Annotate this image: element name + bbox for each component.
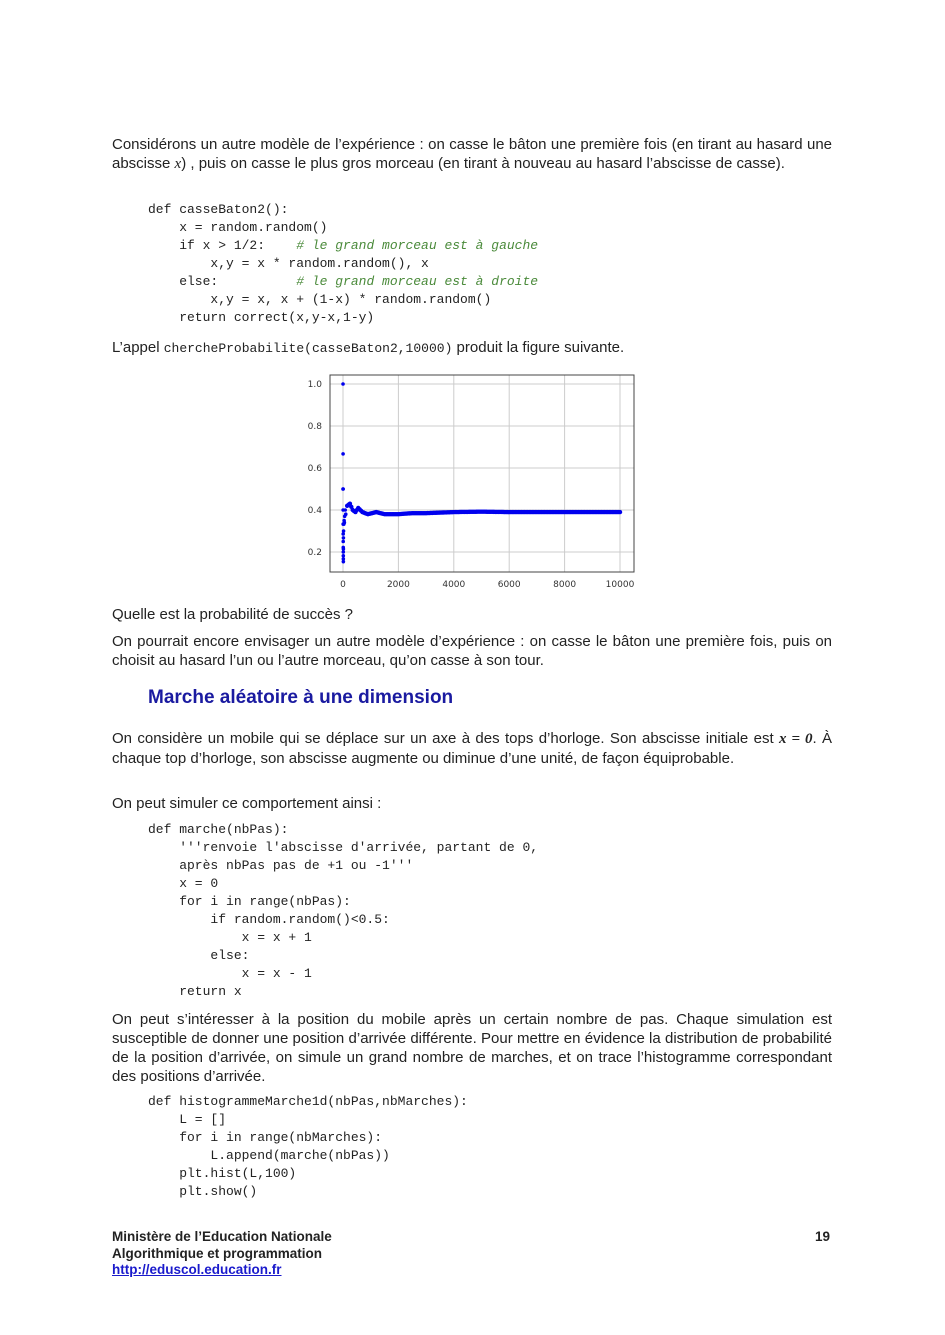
- y-tick-label: 0.2: [307, 548, 322, 558]
- code-line: else:: [148, 948, 250, 963]
- paragraph-simulate: On peut simuler ce comportement ainsi :: [112, 795, 382, 812]
- code-line: L = []: [148, 1112, 227, 1127]
- x-tick-label: 8000: [553, 580, 577, 590]
- code-line: après nbPas pas de +1 ou -1''': [148, 858, 414, 873]
- data-point: [618, 510, 622, 514]
- data-point: [344, 512, 348, 516]
- code-histogramme: [148, 1093, 468, 1201]
- y-tick-label: 0.8: [307, 422, 322, 432]
- code-line: '''renvoie l'abscisse d'arrivée, partant de 0,: [148, 840, 539, 855]
- paragraph-mobile: [112, 729, 832, 768]
- code-comment: # le grand morceau est à gauche: [296, 238, 539, 253]
- call-suffix: produit la figure suivante.: [452, 339, 625, 356]
- data-point: [342, 547, 346, 551]
- code-line: L.append(marche(nbPas)): [148, 1148, 390, 1163]
- paragraph-histogram: On peut s’intéresser à la position du mobile après un certain nombre de pas. Chaque simulation est susceptible de donner une position d’arrivée différente. Pour mettre en évidence la distribution de probabilité de la position d’arrivée, on simule un grand nombre de marches, et on trace l’histogramme correspondant des positions d’arrivée.: [112, 1011, 832, 1085]
- code-line: x = 0: [148, 876, 219, 891]
- code-line: plt.hist(L,100): [148, 1166, 297, 1181]
- intro-text-end: ) , puis on casse le plus gros morceau (en tirant à nouveau au hasard l’abscisse de casse).: [181, 155, 785, 172]
- code-line: x = x + 1: [148, 930, 312, 945]
- intro-text: Considérons un autre modèle de l’expérience : on casse le bâton une première fois (en tirant au hasard une abscisse: [112, 136, 832, 172]
- code-line: def histogrammeMarche1d(nbPas,nbMarches):: [148, 1094, 468, 1109]
- data-point: [342, 536, 346, 540]
- code-comment: # le grand morceau est à droite: [296, 274, 539, 289]
- footer-title: Algorithmique et programmation: [112, 1245, 323, 1261]
- data-point: [341, 452, 345, 456]
- code-line: for i in range(nbPas):: [148, 894, 351, 909]
- code-line: else: # le grand morceau est à droite: [148, 274, 539, 289]
- x-tick-label: 10000: [605, 580, 635, 590]
- call-paragraph: [112, 338, 832, 358]
- code-line: x,y = x * random.random(), x: [148, 256, 429, 271]
- code-line: if x > 1/2: # le grand morceau est à gauche: [148, 238, 539, 253]
- math-var: x: [174, 156, 182, 172]
- footer-link[interactable]: http://eduscol.education.fr: [112, 1262, 282, 1277]
- intro-paragraph: [112, 135, 832, 174]
- data-point: [342, 560, 346, 564]
- y-tick-label: 0.6: [307, 464, 322, 474]
- plot-frame: [330, 375, 634, 572]
- data-point: [342, 529, 346, 533]
- y-tick-label: 0.4: [307, 506, 322, 516]
- code-line: if random.random()<0.5:: [148, 912, 390, 927]
- code-line: return x: [148, 984, 242, 999]
- data-point: [343, 508, 347, 512]
- footer-ministry: Ministère de l’Education Nationale: [112, 1229, 332, 1244]
- data-point: [341, 540, 345, 544]
- code-line: def marche(nbPas):: [148, 822, 289, 837]
- code-casseBaton2: [148, 201, 538, 327]
- data-point: [341, 487, 345, 491]
- p4-text-end: . À chaque top d’horloge, son abscisse augmente ou diminue d’une unité, de façon équiprobable.: [112, 730, 832, 767]
- probability-convergence-chart: [300, 370, 645, 595]
- code-line: for i in range(nbMarches):: [148, 1130, 383, 1145]
- code-line: x = x - 1: [148, 966, 312, 981]
- code-marche: [148, 821, 538, 1001]
- x-tick-label: 6000: [497, 580, 521, 590]
- code-line: plt.show(): [148, 1184, 258, 1199]
- p4-text: On considère un mobile qui se déplace sur un axe à des tops d’horloge. Son abscisse initiale est: [112, 730, 779, 747]
- code-line: x,y = x, x + (1-x) * random.random(): [148, 292, 492, 307]
- x-tick-label: 2000: [386, 580, 410, 590]
- math-x0: x = 0: [779, 731, 813, 747]
- footer: [112, 1229, 332, 1279]
- call-code: chercheProbabilite(casseBaton2,10000): [163, 341, 453, 356]
- call-prefix: L’appel: [112, 339, 164, 356]
- y-tick-label: 1.0: [307, 380, 322, 390]
- code-line: x = random.random(): [148, 220, 328, 235]
- section-heading: Marche aléatoire à une dimension: [148, 687, 454, 708]
- code-line: return correct(x,y-x,1-y): [148, 310, 375, 325]
- page-number: 19: [815, 1229, 831, 1244]
- data-point: [342, 554, 346, 558]
- data-point: [341, 382, 345, 386]
- x-tick-label: 0: [340, 580, 346, 590]
- code-line: def casseBaton2():: [148, 202, 289, 217]
- data-point: [343, 521, 347, 525]
- question: Quelle est la probabilité de succès ?: [112, 606, 353, 623]
- paragraph-other-model: On pourrait encore envisager un autre modèle d’expérience : on casse le bâton une première fois, puis on choisit au hasard l’un ou l’autre morceau, qu’on casse à son tour.: [112, 633, 832, 669]
- x-tick-label: 4000: [442, 580, 466, 590]
